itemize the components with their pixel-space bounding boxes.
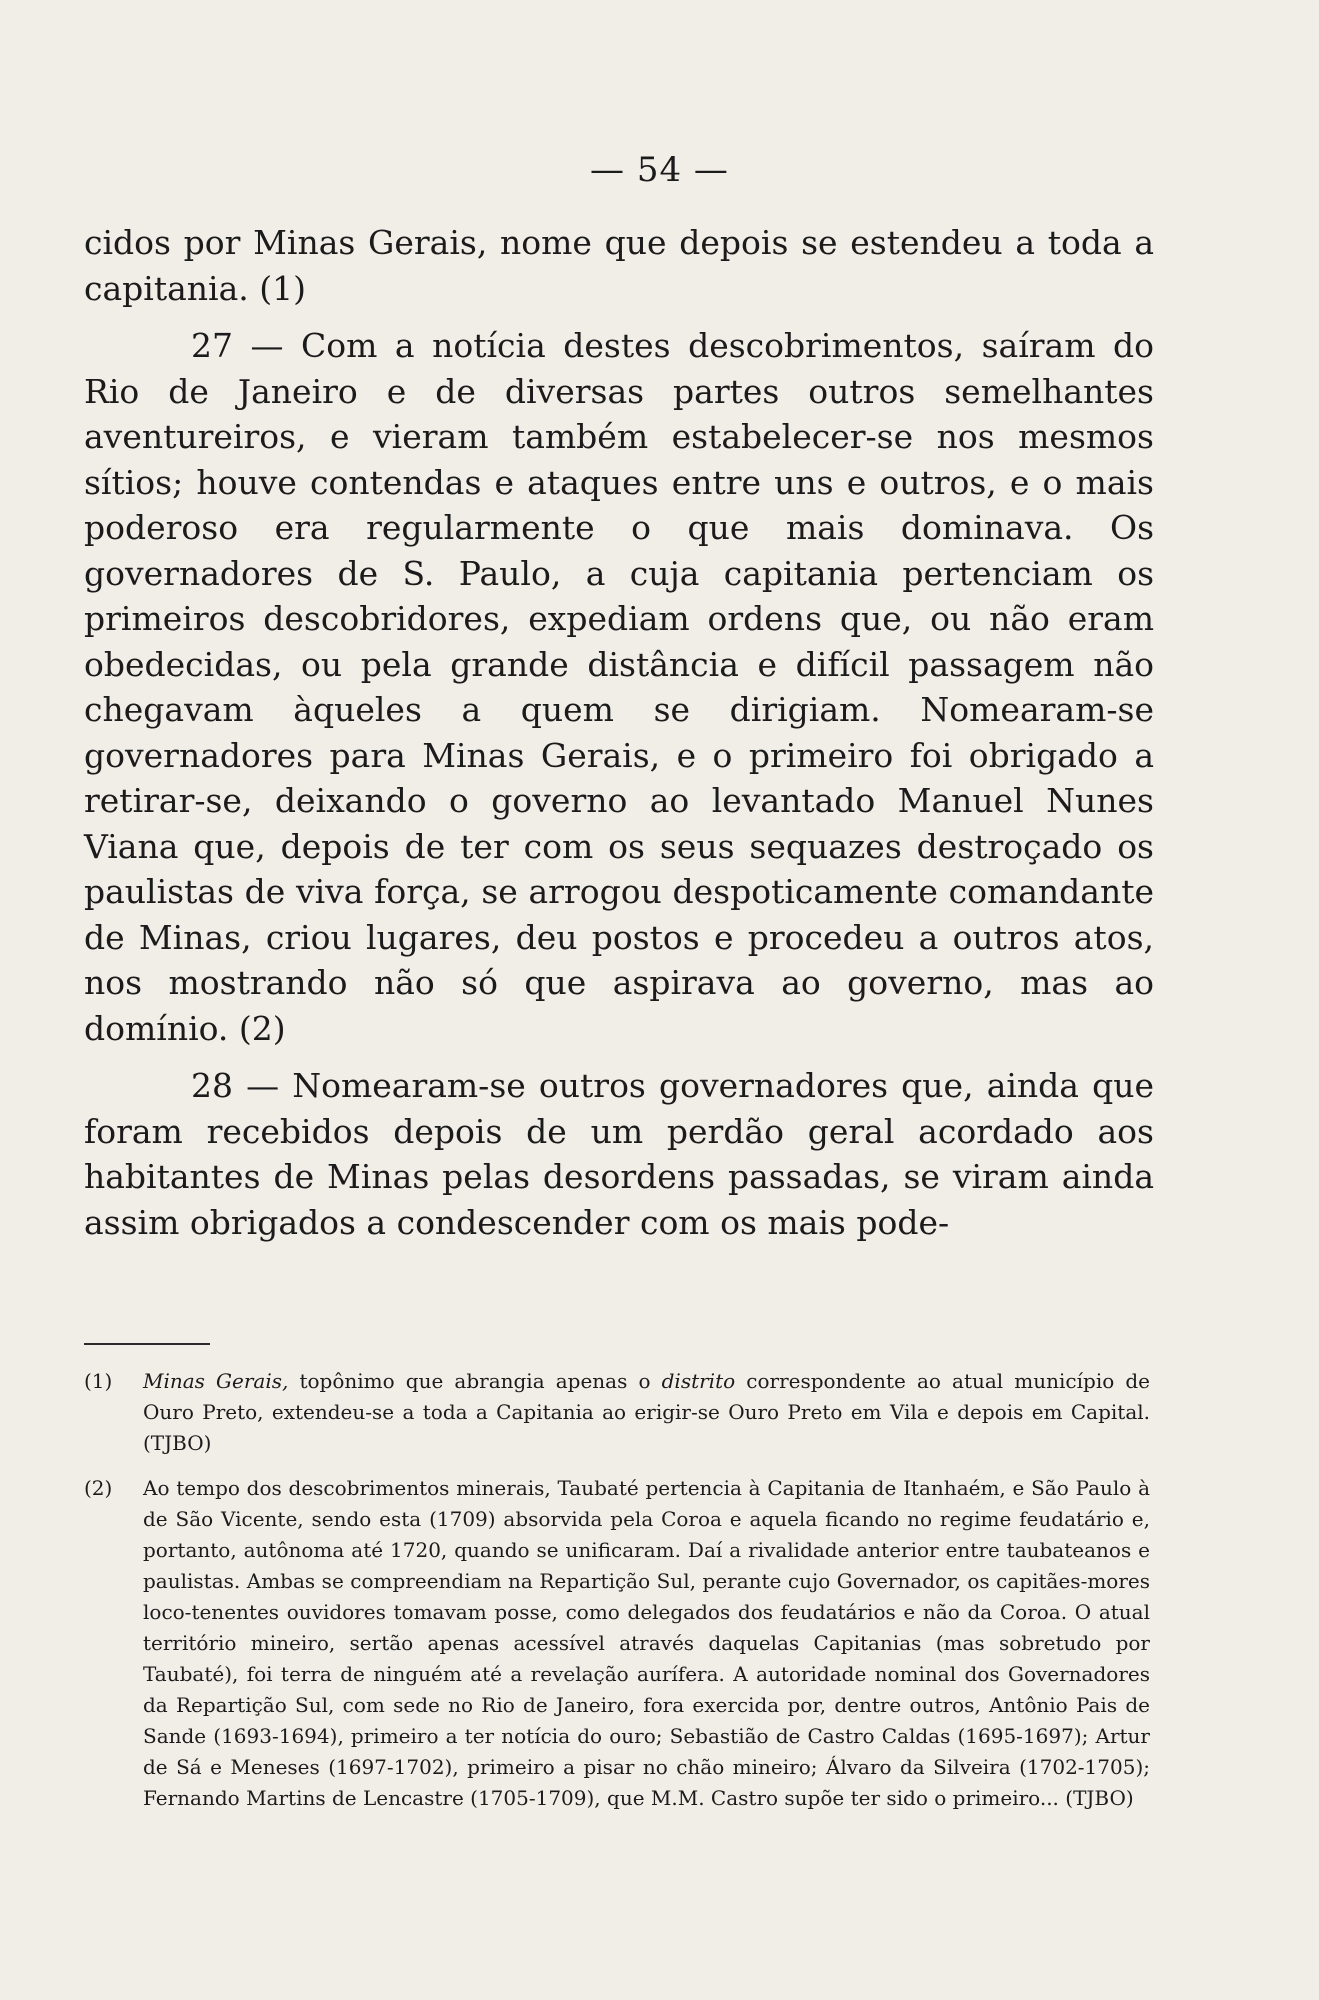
footnote-text [143,1366,1150,1459]
footnote-text-part: topônimo que abrangia apenas o [288,1369,662,1393]
paragraph-27: 27 — Com a notícia destes descobrimentos, saíram do Rio de Janeiro e de diversas partes outros semelhantes aventureiros, e vieram também estabelecer-se nos mesmos sítios; houve contendas e ataques entre uns e outros, e o mais poderoso era regularmente o que mais dominava. Os governadores de S. Paulo, a cuja capitania pertenciam os primeiros descobridores, expediam ordens que, ou não eram obedecidas, ou pela grande distância e difícil passagem não chegavam àqueles a quem se dirigiam. Nomearam-se governadores para Minas Gerais, e o primeiro foi obrigado a retirar-se, deixando o governo ao levantado Manuel Nunes Viana que, depois de ter com os seus sequazes destroçado os paulistas de viva força, se arrogou despoticamente comandante de Minas, criou lugares, deu postos e procedeu a outros atos, nos mostrando não só que aspirava ao governo, mas ao domínio. (2) [84,326,1154,1048]
footnote-emphasis: Minas Gerais, [143,1369,289,1393]
footnote-2 [84,1473,1150,1814]
paragraph-28: 28 — Nomearam-se outros governadores que, ainda que foram recebidos depois de um perdão geral acordado aos habitantes de Minas pelas desordens passadas, se viram ainda assim obrigados a condescender com os mais pode- [84,1066,1154,1242]
footnote-1 [84,1366,1150,1459]
page-number: — 54 — [590,150,729,190]
footnote-marker: (2) [84,1476,113,1500]
footnote-separator [84,1343,210,1345]
footnotes [84,1366,1150,1814]
footnote-text-part: correspondente ao atual município de Ouro Preto, extendeu-se a toda a Capitania ao erigir-se Ouro Preto em Vila e depois em Capital. (TJBO) [143,1369,1151,1455]
footnote-text: Ao tempo dos descobrimentos minerais, Taubaté pertencia à Capitania de Itanhaém, e São Paulo à de São Vicente, sendo esta (1709) absorvida pela Coroa e aquela ficando no regime feudatário e, portanto, autônoma até 1720, quando se unificaram. Daí a rivalidade anterior entre taubateanos e paulistas. Ambas se compreendiam na Repartição Sul, perante cujo Governador, os capitães-mores loco-tenentes ouvidores tomavam posse, como delegados dos feudatários e não da Coroa. O atual território mineiro, sertão apenas acessível através daquelas Capitanias (mas sobretudo por Taubaté), foi terra de ninguém até a revelação aurífera. A autoridade nominal dos Governadores da Repartição Sul, com sede no Rio de Janeiro, fora exercida por, dentre outros, Antônio Pais de Sande (1693-1694), primeiro a ter notícia do ouro; Sebastião de Castro Caldas (1695-1697); Artur de Sá e Meneses (1697-1702), primeiro a pisar no chão mineiro; Álvaro da Silveira (1702-1705); Fernando Martins de Lencastre (1705-1709), que M.M. Castro supõe ter sido o primeiro... (TJBO) [143,1476,1150,1810]
footnote-marker: (1) [84,1369,113,1393]
body-text [84,220,1154,1245]
footnote-emphasis: distrito [661,1369,736,1393]
paragraph-continuation: cidos por Minas Gerais, nome que depois se estendeu a toda a capitania. (1) [84,223,1154,308]
